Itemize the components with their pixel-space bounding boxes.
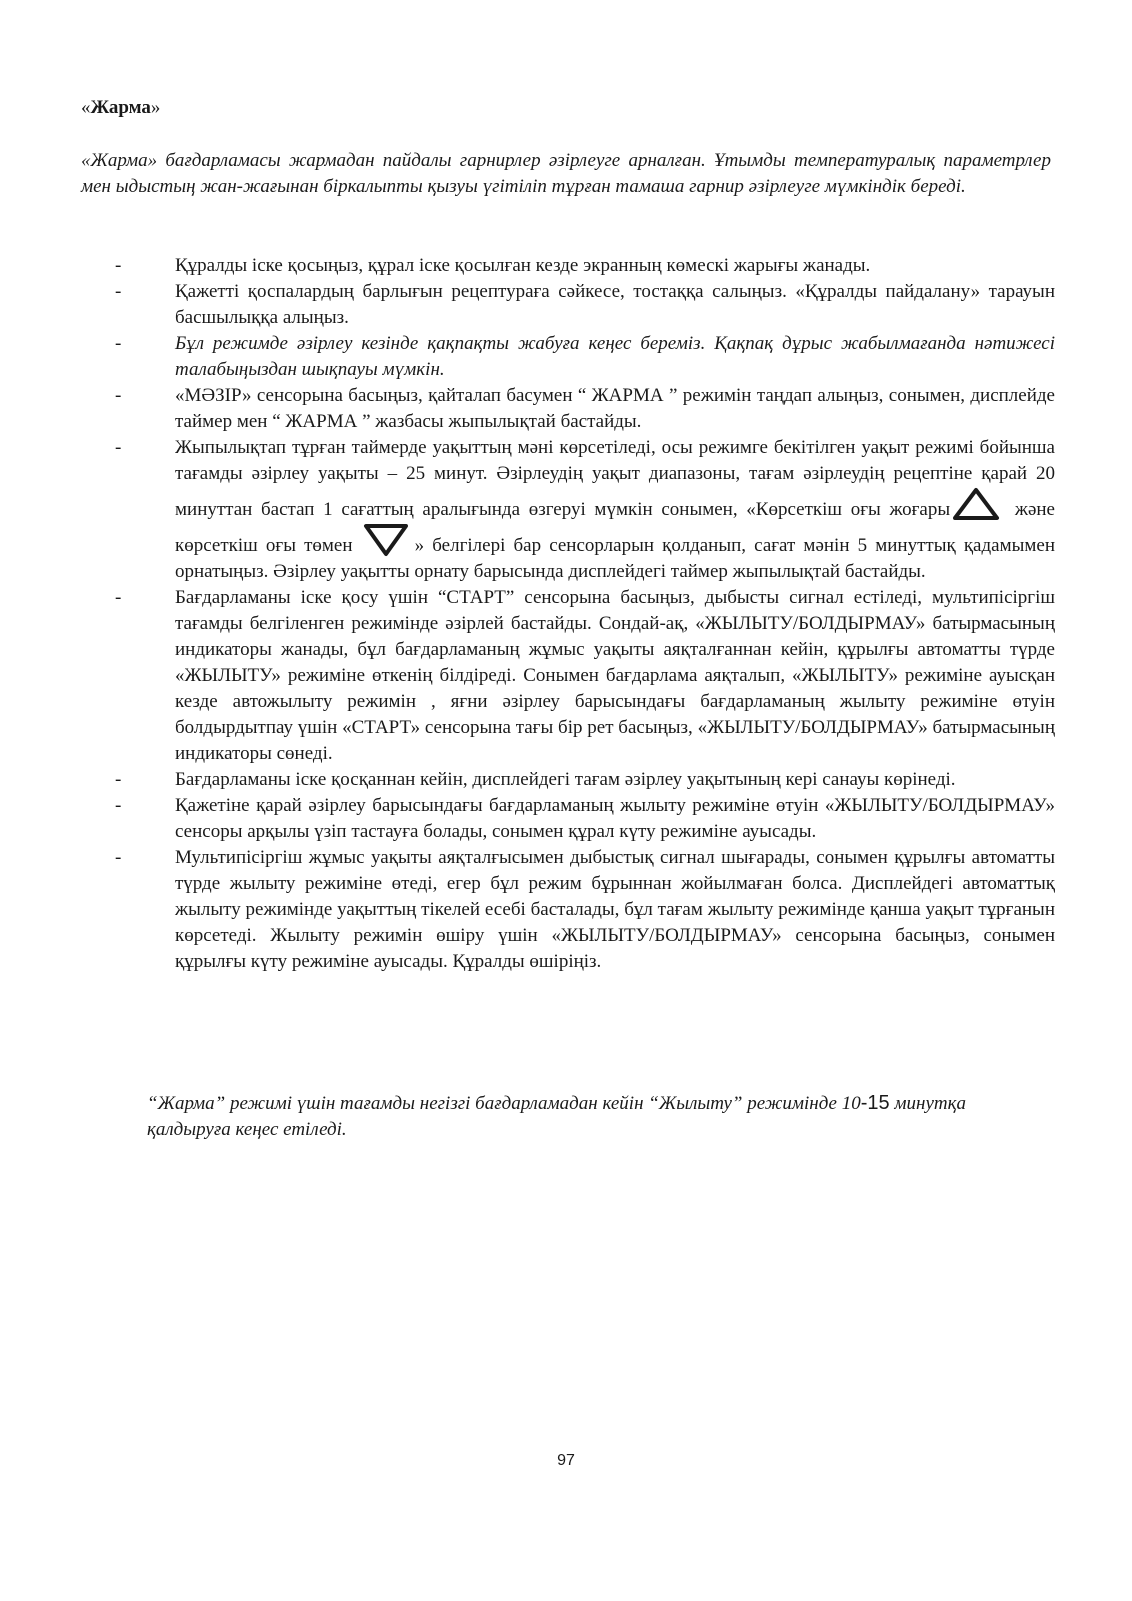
list-dash: - <box>115 281 122 302</box>
list-item-text: Бұл режимде әзірлеу кезінде қақпақты жабуға кеңес береміз. Қақпақ дұрыс жабылмағанда нәтижесі талабыңыздан шықпауы мүмкін. <box>175 333 1055 380</box>
list-dash: - <box>115 795 122 816</box>
list-item-text-part2: және көрсеткіш оғы төмен <box>175 499 1055 556</box>
closing-note-part3: минутқа қалдыруға кеңес етіледі. <box>147 1093 966 1140</box>
heading-title: Жарма <box>90 97 151 118</box>
list-dash: - <box>115 437 122 458</box>
list-item-text: Қажетті қоспалардың барлығын рецептураға сәйкесе, тостаққа салыңыз. «Құралды пайдалану» тарауын басшылыққа алыңыз. <box>175 281 1055 328</box>
list-item <box>0 793 1055 845</box>
list-item <box>0 767 1055 793</box>
heading-close-quote: » <box>150 97 161 118</box>
list-dash: - <box>115 333 122 354</box>
list-item <box>0 279 1055 331</box>
triangle-down-icon <box>363 523 409 557</box>
list-item-text-part3: » белгілері бар сенсорларын қолданып, сағат мәнін 5 минуттық қадамымен орнатыңыз. Әзірлеу уақытты орнату барысында дисплейдегі таймер жыпылықтай бастайды. <box>175 535 1055 582</box>
instruction-list <box>0 253 1132 975</box>
list-item-text: Бағдарламаны іске қосу үшін “СТАРТ” сенсорына басыңыз, дыбысты сигнал естіледі, мультипісіргіш тағамды белгіленген режимінде әзірлей бастайды. Сондай-ақ, «ЖЫЛЫТУ/БОЛДЫРМАУ» батырмасының индикаторы жанады, бұл бағдарламаның жұмыс уақыты аяқталғаннан кейін, құрылғы автоматты түрде «ЖЫЛЫТУ» режиміне өткенің білдіреді. Сонымен бағдарлама аяқталып, «ЖЫЛЫТУ» режиміне ауысқан кезде автожылыту режимін , яғни әзірлеу барысындағы бағдарламаның жылыту режиміне өтуін болдырдытпау үшін «СТАРТ» сенсорына тағы бір рет басыңыз, «ЖЫЛЫТУ/БОЛДЫРМАУ» батырмасының индикаторы сөнеді. <box>175 587 1055 764</box>
list-item-text: Мультипісіргіш жұмыс уақыты аяқталғысымен дыбыстық сигнал шығарады, сонымен құрылғы автоматты түрде жылыту режиміне өтеді, егер бұл режим бұрыннан жойылмаған болса. Дисплейдегі автоматтық жылыту режимінде уақыттың тікелей есебі басталады, бұл тағам жылыту режимінде қанша уақыт тұрғанын көрсетеді. Жылыту режимін өшіру үшін «ЖЫЛЫТУ/БОЛДЫРМАУ» сенсорына басыңыз, сонымен құрылғы күту режиміне ауысады. Құралды өшіріңіз. <box>175 847 1055 972</box>
list-item-text: Бағдарламаны іске қосқаннан кейін, дисплейдегі тағам әзірлеу уақытының кері санауы көрінеді. <box>175 769 956 790</box>
list-item-time-setting <box>0 435 1055 585</box>
list-item-text-part1: Жыпылықтап тұрған таймерде уақыттың мәні көрсетіледі, осы режимге бекітілген уақыт режимі бойынша тағамды әзірлеу уақыты – 25 минут. Әзірлеудің уақыт диапазоны, тағам әзірлеудің рецептіне қарай 20 минуттан бастап 1 сағаттың аралығында өзгеруі мүмкін сонымен, «Көрсеткіш оғы жоғары <box>175 437 1055 520</box>
list-item <box>0 253 1055 279</box>
closing-note-part2: -15 <box>860 1092 890 1114</box>
list-item <box>0 585 1055 767</box>
list-item-text <box>175 437 1055 582</box>
list-item-text: Қажетіне қарай әзірлеу барысындағы бағдарламаның жылыту режиміне өтуін «ЖЫЛЫТУ/БОЛДЫРМАУ» сенсоры арқылы үзіп тастауға болады, сонымен құрал күту режиміне ауысады. <box>175 795 1055 842</box>
list-item <box>0 845 1055 975</box>
list-dash: - <box>115 769 122 790</box>
list-dash: - <box>115 255 122 276</box>
section-heading <box>81 96 160 120</box>
closing-note <box>147 1090 1047 1143</box>
heading-open-quote: « <box>81 97 91 118</box>
list-item <box>0 383 1055 435</box>
list-item-text: Құралды іске қосыңыз, құрал іске қосылған кезде экранның көмескі жарығы жанады. <box>175 255 871 276</box>
list-dash: - <box>115 587 122 608</box>
list-item-text: «МӘЗІР» сенсорына басыңыз, қайталап басумен “ ЖАРМА ” режимін таңдап алыңыз, сонымен, дисплейде таймер мен “ ЖАРМА ” жазбасы жыпылықтай бастайды. <box>175 385 1055 432</box>
closing-note-part1: “Жарма” режимі үшін тағамды негізгі бағдарламадан кейін “Жылыту” режимінде 10 <box>147 1093 861 1114</box>
triangle-up-icon <box>952 487 1000 521</box>
list-dash: - <box>115 385 122 406</box>
page-number: 97 <box>557 1452 575 1469</box>
list-dash: - <box>115 847 122 868</box>
intro-paragraph: «Жарма» бағдарламасы жармадан пайдалы гарнирлер әзірлеуге арналған. Ұтымды температуралық параметрлер мен ыдыстың жан-жағынан біркалыпты қызуы үгітіліп тұрған тамаша гарнир әзірлеуге мүмкіндік береді. <box>81 150 1051 197</box>
list-item-note <box>0 331 1055 383</box>
